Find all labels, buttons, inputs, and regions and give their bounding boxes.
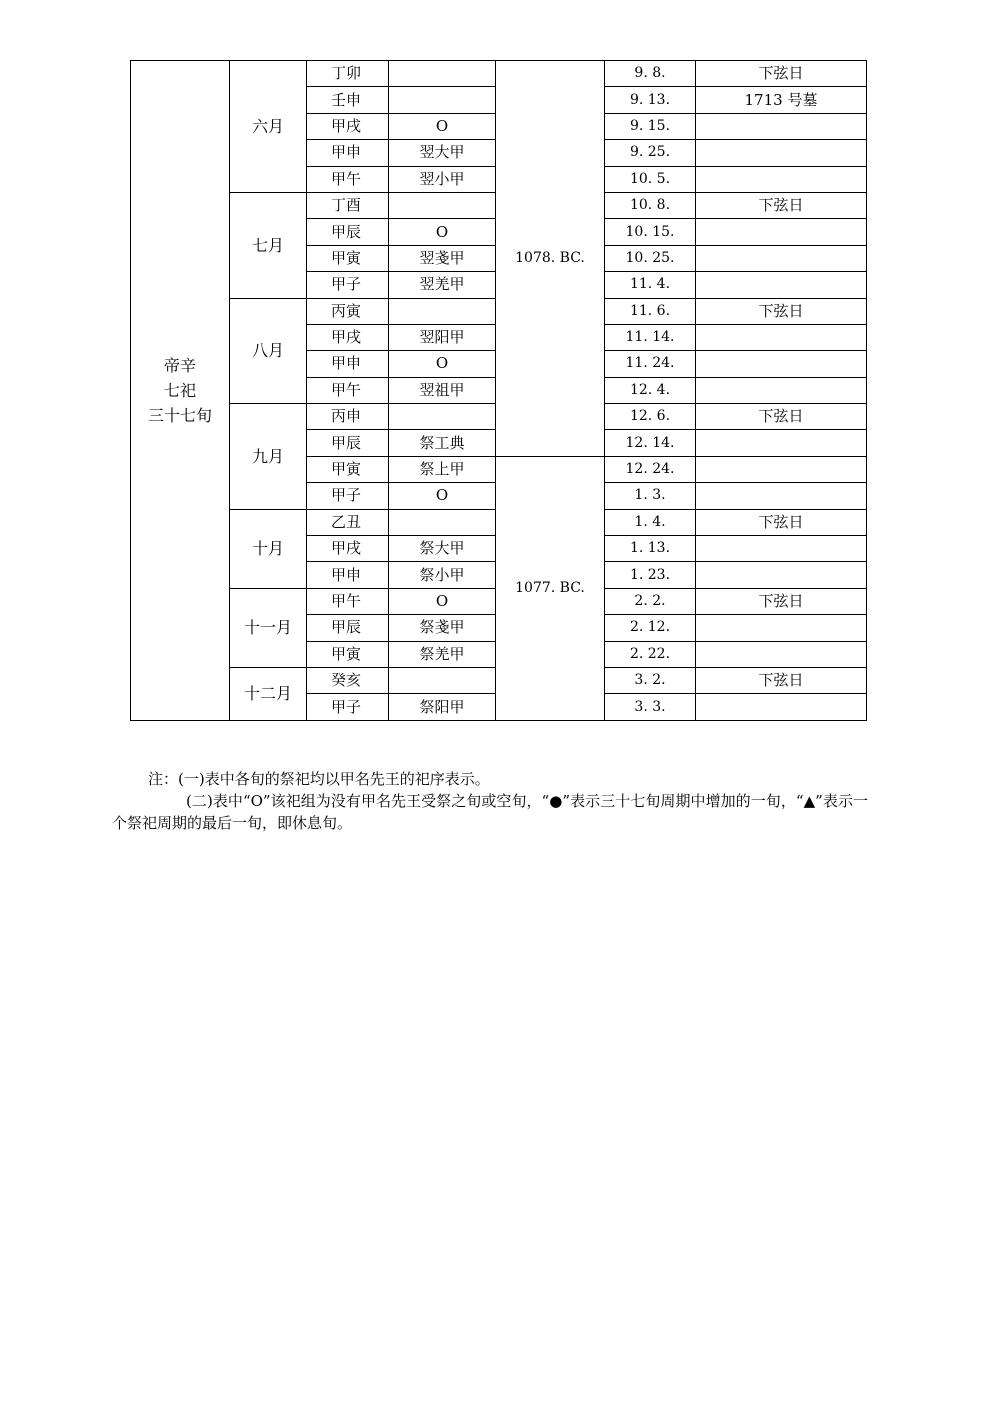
date-cell: 12. 24. [605,456,696,482]
footnote-1: 注：(一)表中各旬的祭祀均以甲名先王的祀序表示。 [148,770,490,788]
date-cell: 11. 24. [605,351,696,377]
remark-cell [696,562,867,588]
remark-cell [696,641,867,667]
remark-cell [696,166,867,192]
ganzhi-cell: 甲寅 [307,456,389,482]
date-cell: 11. 6. [605,298,696,324]
month-cell: 十一月 [230,588,307,667]
ganzhi-cell: 甲辰 [307,219,389,245]
date-cell: 9. 8. [605,61,696,87]
ganzhi-cell: 甲子 [307,694,389,720]
footnotes [112,768,868,834]
date-cell: 3. 3. [605,694,696,720]
ganzhi-cell: 甲辰 [307,615,389,641]
remark-cell [696,377,867,403]
ritual-cell: 祭小甲 [389,562,496,588]
month-cell: 十月 [230,509,307,588]
remark-cell [696,245,867,271]
ganzhi-cell: 甲午 [307,588,389,614]
ganzhi-cell: 丙寅 [307,298,389,324]
remark-cell: 下弦日 [696,509,867,535]
ritual-cell: O [389,113,496,139]
date-cell: 9. 15. [605,113,696,139]
ritual-cell: 翌戔甲 [389,245,496,271]
date-cell: 9. 25. [605,140,696,166]
ritual-cell: 翌祖甲 [389,377,496,403]
ritual-cell [389,192,496,218]
ganzhi-cell: 甲戌 [307,113,389,139]
ganzhi-cell: 甲申 [307,562,389,588]
ritual-cell [389,667,496,693]
month-cell: 六月 [230,61,307,193]
ritual-cell [389,61,496,87]
ganzhi-cell: 甲戌 [307,536,389,562]
remark-cell: 1713 号墓 [696,87,867,113]
remark-cell: 下弦日 [696,192,867,218]
table-row [131,61,867,87]
ritual-cell [389,87,496,113]
ganzhi-cell: 乙丑 [307,509,389,535]
table-body [131,61,867,721]
date-cell: 12. 4. [605,377,696,403]
month-cell: 八月 [230,298,307,404]
ganzhi-cell: 甲子 [307,272,389,298]
date-cell: 11. 14. [605,324,696,350]
ganzhi-cell: 甲午 [307,377,389,403]
date-cell: 1. 4. [605,509,696,535]
year-bc-cell: 1078. BC. [496,61,605,457]
remark-cell: 下弦日 [696,404,867,430]
date-cell: 11. 4. [605,272,696,298]
ritual-cell: O [389,588,496,614]
king-cycle-line: 帝辛 [163,355,196,375]
date-cell: 1. 3. [605,483,696,509]
remark-cell [696,219,867,245]
ganzhi-cell: 甲寅 [307,641,389,667]
ganzhi-cell: 甲申 [307,351,389,377]
remark-cell [696,615,867,641]
ritual-cell: 翌大甲 [389,140,496,166]
remark-cell: 下弦日 [696,588,867,614]
ganzhi-cell: 丁卯 [307,61,389,87]
ganzhi-cell: 甲申 [307,140,389,166]
remark-cell: 下弦日 [696,61,867,87]
date-cell: 10. 25. [605,245,696,271]
date-cell: 1. 23. [605,562,696,588]
ritual-cell: 翌小甲 [389,166,496,192]
ganzhi-cell: 甲子 [307,483,389,509]
ritual-cell: 祭戔甲 [389,615,496,641]
remark-cell [696,351,867,377]
remark-cell [696,140,867,166]
remark-cell [696,456,867,482]
date-cell: 3. 2. [605,667,696,693]
date-cell: 10. 8. [605,192,696,218]
ganzhi-cell: 壬申 [307,87,389,113]
ganzhi-cell: 甲午 [307,166,389,192]
ritual-cell: 祭大甲 [389,536,496,562]
ritual-cell [389,509,496,535]
date-cell: 9. 13. [605,87,696,113]
ritual-cell: O [389,219,496,245]
ganzhi-cell: 丁酉 [307,192,389,218]
month-cell: 十二月 [230,667,307,720]
date-cell: 12. 6. [605,404,696,430]
remark-cell [696,430,867,456]
ritual-cell: 翌羌甲 [389,272,496,298]
ganzhi-cell: 甲戌 [307,324,389,350]
date-cell: 10. 15. [605,219,696,245]
ritual-cell: 祭阳甲 [389,694,496,720]
ritual-cell: 祭工典 [389,430,496,456]
ritual-cell: 祭羌甲 [389,641,496,667]
ritual-cell [389,298,496,324]
remark-cell [696,694,867,720]
king-cycle-line: 七祀 [163,380,196,400]
ritual-cell: 祭上甲 [389,456,496,482]
ganzhi-cell: 甲寅 [307,245,389,271]
remark-cell [696,536,867,562]
king-cycle-cell [131,61,230,721]
year-bc-cell: 1077. BC. [496,456,605,720]
ritual-cell: O [389,483,496,509]
month-cell: 七月 [230,192,307,298]
remark-cell [696,272,867,298]
remark-cell: 下弦日 [696,298,867,324]
date-cell: 2. 12. [605,615,696,641]
date-cell: 2. 22. [605,641,696,667]
ritual-cell: O [389,351,496,377]
king-cycle-line: 三十七旬 [147,405,212,425]
date-cell: 12. 14. [605,430,696,456]
ritual-cell [389,404,496,430]
month-cell: 九月 [230,404,307,510]
remark-cell [696,324,867,350]
ganzhi-cell: 甲辰 [307,430,389,456]
ritual-cell: 翌阳甲 [389,324,496,350]
sacrifice-calendar-table [130,60,867,721]
ganzhi-cell: 丙申 [307,404,389,430]
date-cell: 10. 5. [605,166,696,192]
remark-cell [696,483,867,509]
footnote-2: (二)表中“O”该祀组为没有甲名先王受祭之旬或空旬，“●”表示三十七旬周期中增加的一旬，“▲”表示一个祭祀周期的最后一旬，即休息旬。 [112,792,868,832]
date-cell: 2. 2. [605,588,696,614]
remark-cell [696,113,867,139]
ganzhi-cell: 癸亥 [307,667,389,693]
remark-cell: 下弦日 [696,667,867,693]
date-cell: 1. 13. [605,536,696,562]
